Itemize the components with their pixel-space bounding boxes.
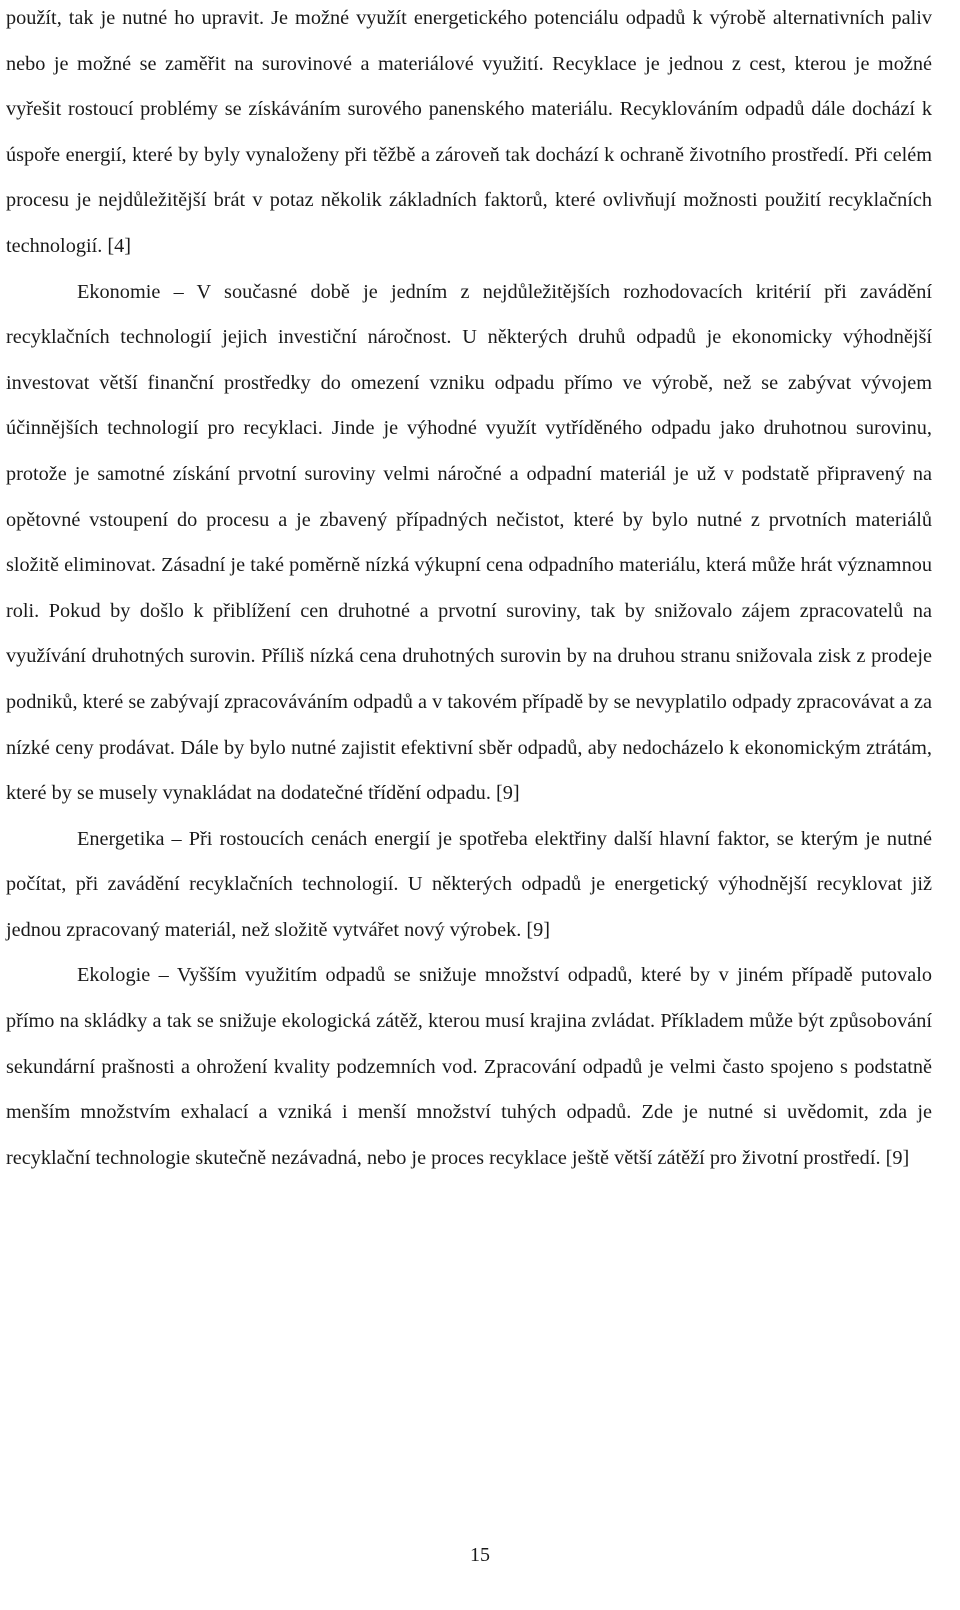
body-text bbox=[6, 0, 932, 1181]
paragraph-ekonomie: Ekonomie – V současné době je jedním z nejdůležitějších rozhodovacích kritérií při zavádění recyklačních technologií jejich investiční náročnost. U některých druhů odpadů je ekonomicky výhodnější investovat větší finanční prostředky do omezení vzniku odpadu přímo ve výrobě, než se zabývat vývojem účinnějších technologií pro recyklaci. Jinde je výhodné využít vytříděného odpadu jako druhotnou surovinu, protože je samotné získání prvotní suroviny velmi náročné a odpadní materiál je už v podstatě připravený na opětovné vstoupení do procesu a je zbavený případných nečistot, které by bylo nutné z prvotních materiálů složitě eliminovat. Zásadní je také poměrně nízká výkupní cena odpadního materiálu, která může hrát významnou roli. Pokud by došlo k přiblížení cen druhotné a prvotní suroviny, tak by snižovalo zájem zpracovatelů na využívání druhotných surovin. Příliš nízká cena druhotných surovin by na druhou stranu snižovala zisk z prodeje podniků, které se zabývají zpracováváním odpadů a v takovém případě by se nevyplatilo odpady zpracovávat a za nízké ceny prodávat. Dále by bylo nutné zajistit efektivní sběr odpadů, aby nedocházelo k ekonomickým ztrátám, které by se musely vynakládat na dodatečné třídění odpadu. [9] bbox=[6, 280, 932, 805]
paragraph-intro: použít, tak je nutné ho upravit. Je možné využít energetického potenciálu odpadů k výrobě alternativních paliv nebo je možné se zaměřit na surovinové a materiálové využití. Recyklace je jednou z cest, kterou je možné vyřešit rostoucí problémy se získáváním surového panenského materiálu. Recyklováním odpadů dále dochází k úspoře energií, které by byly vynaloženy při těžbě a zároveň tak dochází k ochraně životního prostředí. Při celém procesu je nejdůležitější brát v potaz několik základních faktorů, které ovlivňují možnosti použití recyklačních technologií. [4] bbox=[6, 7, 932, 257]
paragraph-energetika: Energetika – Při rostoucích cenách energií je spotřeba elektřiny další hlavní faktor, se kterým je nutné počítat, při zavádění recyklačních technologií. U některých odpadů je energetický výhodnější recyklovat již jednou zpracovaný materiál, než složitě vytvářet nový výrobek. [9] bbox=[6, 827, 932, 941]
page-number: 15 bbox=[470, 1544, 490, 1566]
paragraph-ekologie: Ekologie – Vyšším využitím odpadů se snižuje množství odpadů, které by v jiném případě putovalo přímo na skládky a tak se snižuje ekologická zátěž, kterou musí krajina zvládat. Příkladem může být způsobování sekundární prašnosti a ohrožení kvality podzemních vod. Zpracování odpadů je velmi často spojeno s podstatně menším množstvím exhalací a vzniká i menší množství tuhých odpadů. Zde je nutné si uvědomit, zda je recyklační technologie skutečně nezávadná, nebo je proces recyklace ještě větší zátěží pro životní prostředí. [9] bbox=[6, 964, 932, 1169]
